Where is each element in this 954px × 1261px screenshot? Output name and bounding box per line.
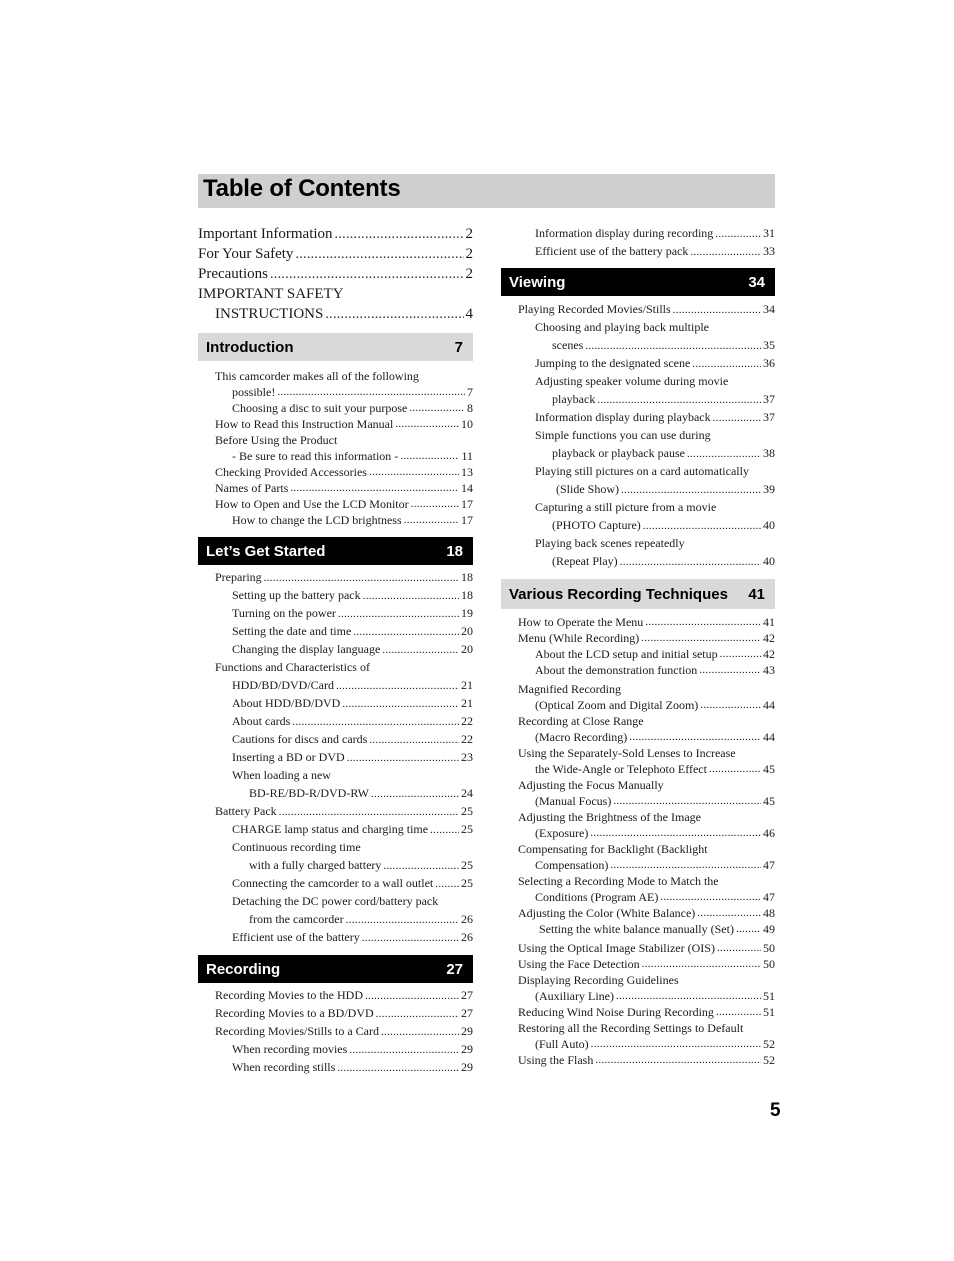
toc-entry[interactable]: Magnified Recording: [518, 682, 621, 696]
toc-entry[interactable]: Compensating for Backlight (Backlight: [518, 842, 708, 856]
section-page: 34: [748, 273, 765, 291]
toc-entry[interactable]: INSTRUCTIONS ..... 4: [198, 304, 473, 324]
toc-entry[interactable]: Recording Movies to the HDD ..... 27: [215, 986, 473, 1004]
toc-entry[interactable]: with a fully charged battery ..... 25: [215, 856, 473, 874]
recording-list-continued: [501, 224, 775, 260]
section-title: Recording: [206, 960, 281, 978]
title-bar: [198, 174, 775, 208]
toc-entry[interactable]: Recording Movies/Stills to a Card ..... 29: [215, 1022, 473, 1040]
toc-entry[interactable]: Adjusting the Focus Manually: [518, 778, 664, 792]
toc-entry[interactable]: - Be sure to read this information - ..... 11: [215, 448, 473, 464]
toc-entry[interactable]: (Manual Focus) ..... 45: [518, 793, 775, 809]
toc-entry[interactable]: possible! ..... 7: [215, 384, 473, 400]
toc-entry[interactable]: Conditions (Program AE) ..... 47: [518, 889, 775, 905]
toc-entry[interactable]: (PHOTO Capture) ..... 40: [518, 516, 775, 534]
toc-entry[interactable]: About the demonstration function ..... 43: [518, 662, 775, 678]
section-header-various-recording-techniques[interactable]: [501, 579, 775, 609]
toc-entry[interactable]: the Wide-Angle or Telephoto Effect ..... 45: [518, 761, 775, 777]
section-header-recording[interactable]: [198, 955, 473, 983]
toc-entry[interactable]: playback or playback pause ..... 38: [518, 444, 775, 462]
toc-entry[interactable]: Capturing a still picture from a movie: [535, 500, 717, 514]
toc-entry[interactable]: (Slide Show) ..... 39: [518, 480, 775, 498]
section-title: Let’s Get Started: [206, 542, 326, 560]
toc-entry[interactable]: About cards ..... 22: [215, 712, 473, 730]
toc-entry[interactable]: Information display during playback ..... 37: [518, 408, 775, 426]
toc-entry[interactable]: Choosing a disc to suit your purpose ..... 8: [215, 400, 473, 416]
toc-entry[interactable]: How to change the LCD brightness ..... 17: [215, 512, 473, 528]
toc-entry[interactable]: About HDD/BD/DVD ..... 21: [215, 694, 473, 712]
section-header-viewing[interactable]: [501, 268, 775, 296]
toc-entry[interactable]: Playing back scenes repeatedly: [535, 536, 685, 550]
toc-entry[interactable]: For Your Safety ..... 2: [198, 244, 473, 264]
toc-entry[interactable]: How to Operate the Menu ..... 41: [518, 614, 775, 630]
toc-entry[interactable]: Adjusting the Brightness of the Image: [518, 810, 701, 824]
toc-entry[interactable]: Using the Separately-Sold Lenses to Increase: [518, 746, 736, 760]
toc-entry[interactable]: Adjusting speaker volume during movie: [535, 374, 729, 388]
front-matter: [198, 224, 473, 324]
toc-entry[interactable]: Choosing and playing back multiple: [535, 320, 709, 334]
toc-entry[interactable]: (Exposure) ..... 46: [518, 825, 775, 841]
toc-entry[interactable]: (Auxiliary Line) ..... 51: [518, 988, 775, 1004]
toc-entry[interactable]: When recording stills ..... 29: [215, 1058, 473, 1076]
toc-entry[interactable]: Preparing ..... 18: [215, 568, 473, 586]
page-title: Table of Contents: [203, 175, 401, 202]
toc-entry[interactable]: Battery Pack ..... 25: [215, 802, 473, 820]
section-page: 18: [446, 542, 463, 560]
toc-entry[interactable]: Recording at Close Range: [518, 714, 644, 728]
toc-entry[interactable]: Selecting a Recording Mode to Match the: [518, 874, 719, 888]
section-title: Various Recording Techniques: [509, 585, 728, 603]
toc-entry[interactable]: This camcorder makes all of the following: [215, 369, 419, 383]
toc-entry[interactable]: Inserting a BD or DVD ..... 23: [215, 748, 473, 766]
toc-entry[interactable]: Connecting the camcorder to a wall outlet ..... 25: [215, 874, 473, 892]
toc-entry[interactable]: Setting the white balance manually (Set) ..... 49: [518, 921, 775, 937]
section-title: Viewing: [509, 273, 566, 291]
toc-entry[interactable]: Playing Recorded Movies/Stills ..... 34: [518, 300, 775, 318]
toc-entry[interactable]: Checking Provided Accessories ..... 13: [215, 464, 473, 480]
page-number: 5: [770, 1100, 781, 1121]
various-list: [501, 614, 775, 1068]
toc-entry[interactable]: Turning on the power ..... 19: [215, 604, 473, 622]
toc-entry[interactable]: Setting up the battery pack ..... 18: [215, 586, 473, 604]
recording-list: [198, 986, 473, 1076]
toc-entry[interactable]: from the camcorder ..... 26: [215, 910, 473, 928]
section-title: Introduction: [206, 338, 294, 356]
toc-entry[interactable]: Before Using the Product: [215, 433, 338, 447]
toc-column-left: [198, 224, 473, 1076]
toc-entry[interactable]: Cautions for discs and cards ..... 22: [215, 730, 473, 748]
section-page: 27: [446, 960, 463, 978]
toc-entry[interactable]: Important Information ..... 2: [198, 224, 473, 244]
section-page: 7: [454, 338, 463, 356]
toc-entry[interactable]: scenes ..... 35: [518, 336, 775, 354]
toc-entry[interactable]: (Repeat Play) ..... 40: [518, 552, 775, 570]
toc-entry[interactable]: Reducing Wind Noise During Recording ..... 51: [518, 1004, 775, 1020]
toc-entry[interactable]: How to Open and Use the LCD Monitor ..... 17: [215, 496, 473, 512]
toc-entry[interactable]: How to Read this Instruction Manual ..... 10: [215, 416, 473, 432]
toc-entry[interactable]: Simple functions you can use during: [535, 428, 711, 442]
toc-entry[interactable]: Using the Optical Image Stabilizer (OIS) ..... 50: [518, 940, 775, 956]
introduction-list: [198, 368, 473, 528]
toc-entry[interactable]: Using the Flash ..... 52: [518, 1052, 775, 1068]
section-page: 41: [748, 585, 765, 603]
toc-entry[interactable]: HDD/BD/DVD/Card ..... 21: [215, 676, 473, 694]
toc-entry[interactable]: Names of Parts ..... 14: [215, 480, 473, 496]
toc-entry[interactable]: Jumping to the designated scene ..... 36: [518, 354, 775, 372]
toc-entry[interactable]: Detaching the DC power cord/battery pack: [232, 894, 439, 908]
section-header-introduction[interactable]: [198, 333, 473, 361]
toc-entry[interactable]: (Full Auto) ..... 52: [518, 1036, 775, 1052]
toc-entry[interactable]: Restoring all the Recording Settings to Default: [518, 1021, 744, 1035]
toc-entry[interactable]: Adjusting the Color (White Balance) ..... 48: [518, 905, 775, 921]
toc-entry[interactable]: Displaying Recording Guidelines: [518, 973, 679, 987]
toc-entry[interactable]: IMPORTANT SAFETY: [198, 286, 344, 302]
toc-entry[interactable]: Continuous recording time: [232, 840, 361, 854]
section-header-lets-get-started[interactable]: [198, 537, 473, 565]
toc-entry[interactable]: Using the Face Detection ..... 50: [518, 956, 775, 972]
toc-entry[interactable]: Menu (While Recording) ..... 42: [518, 630, 775, 646]
toc-entry[interactable]: Setting the date and time ..... 20: [215, 622, 473, 640]
toc-entry[interactable]: Playing still pictures on a card automatically: [535, 464, 749, 478]
lets-get-started-list: [198, 568, 473, 946]
toc-entry[interactable]: When loading a new: [232, 768, 331, 782]
toc-entry[interactable]: Compensation) ..... 47: [518, 857, 775, 873]
toc-entry[interactable]: Changing the display language ..... 20: [215, 640, 473, 658]
toc-column-right: [501, 224, 775, 1068]
toc-entry[interactable]: CHARGE lamp status and charging time ..... 25: [215, 820, 473, 838]
toc-entry[interactable]: Functions and Characteristics of: [215, 660, 370, 674]
toc-entry[interactable]: When recording movies ..... 29: [215, 1040, 473, 1058]
viewing-list: [501, 300, 775, 570]
toc-entry[interactable]: (Macro Recording) ..... 44: [518, 729, 775, 745]
toc-entry[interactable]: (Optical Zoom and Digital Zoom) ..... 44: [518, 697, 775, 713]
toc-entry[interactable]: Efficient use of the battery pack ..... 33: [518, 242, 775, 260]
toc-entry[interactable]: Precautions ..... 2: [198, 264, 473, 284]
toc-entry[interactable]: Efficient use of the battery ..... 26: [215, 928, 473, 946]
toc-entry[interactable]: playback ..... 37: [518, 390, 775, 408]
toc-entry[interactable]: About the LCD setup and initial setup ..... 42: [518, 646, 775, 662]
toc-entry[interactable]: Recording Movies to a BD/DVD ..... 27: [215, 1004, 473, 1022]
toc-entry[interactable]: Information display during recording ..... 31: [518, 224, 775, 242]
toc-entry[interactable]: BD-RE/BD-R/DVD-RW ..... 24: [215, 784, 473, 802]
